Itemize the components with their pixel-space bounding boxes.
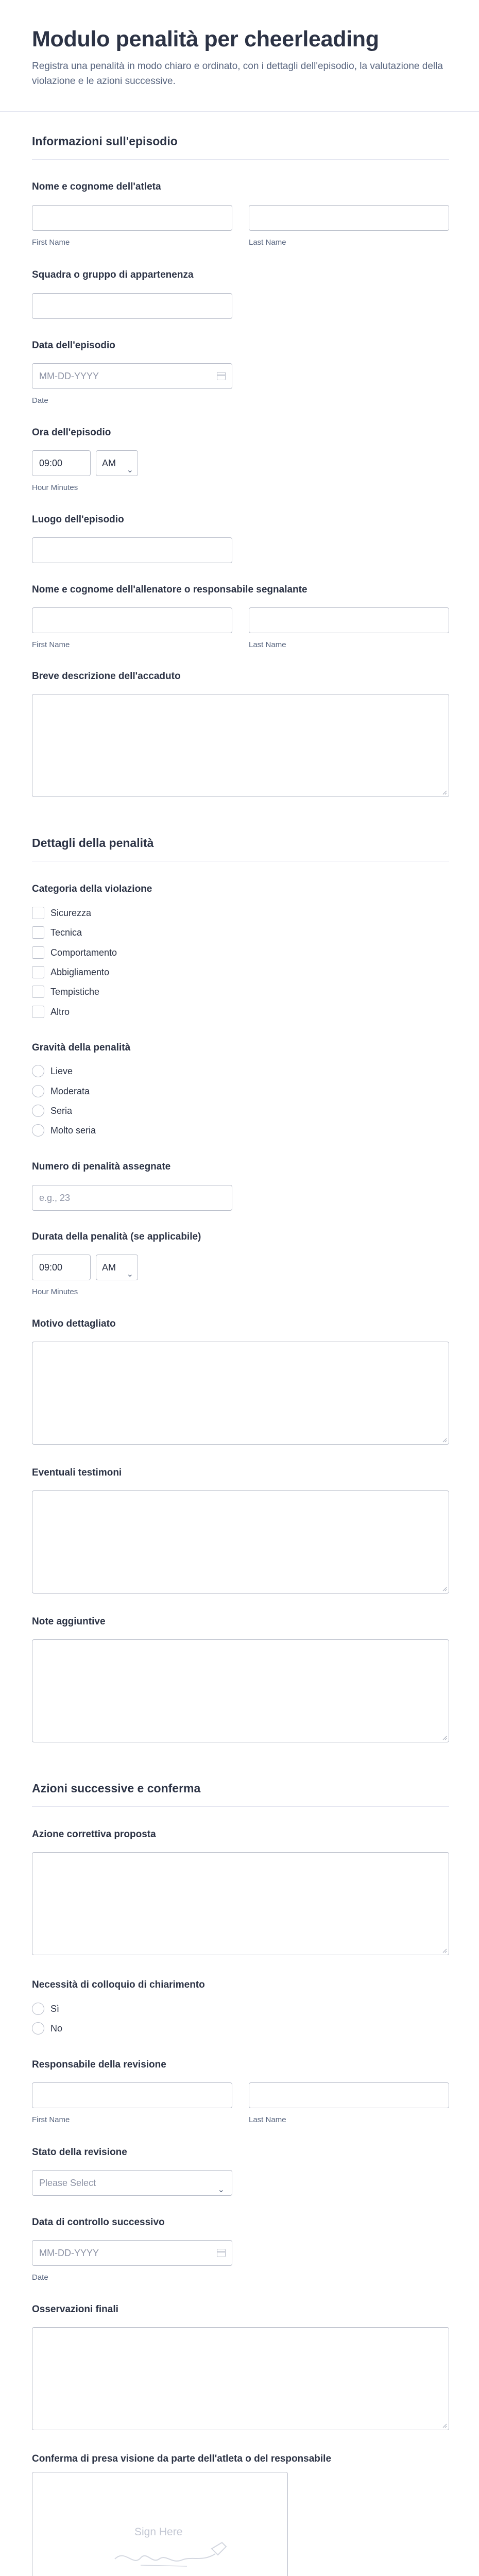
chevron-down-icon: ⌄: [126, 1270, 133, 1279]
penalty-duration-label: Durata della penalità (se applicabile): [32, 1231, 201, 1242]
first-name-sublabel: First Name: [32, 640, 70, 649]
checkbox-label: Altro: [50, 1006, 70, 1017]
radio-option[interactable]: [32, 1084, 90, 1098]
penalty-duration-ampm-select[interactable]: [96, 1255, 138, 1280]
severity-label: Gravità della penalità: [32, 1042, 131, 1053]
section-title-followup: Azioni successive e conferma: [32, 1782, 201, 1795]
last-name-sublabel: Last Name: [249, 238, 286, 247]
violation-category-label: Categoria della violazione: [32, 884, 152, 894]
radio-label: Lieve: [50, 1065, 73, 1076]
athlete-first-name-input[interactable]: [32, 205, 232, 231]
penalty-duration-ampm-value: AM: [102, 1262, 116, 1273]
interview-needed-label: Necessità di colloquio di chiarimento: [32, 1979, 205, 1990]
final-remarks-textarea[interactable]: [32, 2327, 449, 2430]
followup-date-label: Data di controllo successivo: [32, 2217, 165, 2228]
athlete-name-label: Nome e cognome dell'atleta: [32, 181, 161, 192]
athlete-last-name-input[interactable]: [249, 205, 449, 231]
checkbox[interactable]: [32, 966, 44, 978]
penalty-duration-sublabel: Hour Minutes: [32, 1287, 78, 1296]
reporter-last-name-input[interactable]: [249, 607, 449, 633]
section-title-penalty: Dettagli della penalità: [32, 836, 154, 850]
review-owner-label: Responsabile della revisione: [32, 2059, 166, 2070]
signature-scribble-icon: [110, 2538, 233, 2574]
episode-date-sublabel: Date: [32, 396, 48, 405]
resize-handle-icon[interactable]: [442, 2423, 447, 2428]
resize-handle-icon[interactable]: [442, 1437, 447, 1443]
episode-time-ampm-value: AM: [102, 458, 116, 468]
review-status-select[interactable]: [32, 2170, 232, 2196]
final-remarks-label: Osservazioni finali: [32, 2304, 118, 2315]
checkbox[interactable]: [32, 986, 44, 998]
review-status-label: Stato della revisione: [32, 2147, 127, 2158]
radio-option[interactable]: [32, 1064, 73, 1078]
additional-notes-label: Note aggiuntive: [32, 1616, 106, 1627]
section-title-episode: Informazioni sull'episodio: [32, 134, 178, 148]
episode-date-placeholder: MM-DD-YYYY: [39, 371, 99, 381]
radio-label: Moderata: [50, 1086, 90, 1096]
checkbox-option[interactable]: [32, 965, 109, 979]
calendar-icon[interactable]: [217, 372, 226, 380]
form-title: Modulo penalità per cheerleading: [32, 27, 379, 52]
radio-option[interactable]: [32, 1124, 96, 1137]
episode-time-hour-input[interactable]: 09:00: [32, 450, 91, 476]
first-name-sublabel: First Name: [32, 238, 70, 247]
checkbox-option[interactable]: [32, 906, 91, 920]
episode-time-label: Ora dell'episodio: [32, 427, 111, 438]
radio-option[interactable]: [32, 1104, 72, 1117]
followup-date-sublabel: Date: [32, 2273, 48, 2282]
radio-option[interactable]: [32, 2002, 59, 2015]
episode-time-ampm-select[interactable]: [96, 450, 138, 476]
radio[interactable]: [32, 1065, 44, 1077]
signature-pad[interactable]: [32, 2472, 288, 2576]
checkbox-option[interactable]: [32, 985, 99, 998]
episode-date-input[interactable]: [32, 363, 232, 389]
checkbox-option[interactable]: [32, 946, 117, 959]
checkbox-option[interactable]: [32, 1005, 70, 1019]
reporter-name-label: Nome e cognome dell'allenatore o responsabile segnalante: [32, 584, 307, 595]
witnesses-label: Eventuali testimoni: [32, 1467, 122, 1478]
radio[interactable]: [32, 1105, 44, 1117]
witnesses-textarea[interactable]: [32, 1490, 449, 1594]
form-header: [32, 27, 449, 89]
checkbox[interactable]: [32, 926, 44, 939]
checkbox-label: Abbigliamento: [50, 967, 110, 977]
episode-place-input[interactable]: [32, 537, 232, 563]
episode-date-label: Data dell'episodio: [32, 340, 115, 351]
detailed-reason-textarea[interactable]: [32, 1342, 449, 1445]
followup-date-input[interactable]: [32, 2240, 232, 2266]
detailed-reason-label: Motivo dettagliato: [32, 1318, 116, 1329]
penalty-count-label: Numero di penalità assegnate: [32, 1161, 171, 1172]
resize-handle-icon[interactable]: [442, 1586, 447, 1591]
radio[interactable]: [32, 1124, 44, 1137]
checkbox-option[interactable]: [32, 926, 82, 939]
radio-option[interactable]: [32, 2022, 62, 2035]
followup-date-placeholder: MM-DD-YYYY: [39, 2248, 99, 2258]
review-owner-last-name-input[interactable]: [249, 2082, 449, 2108]
resize-handle-icon[interactable]: [442, 790, 447, 795]
resize-handle-icon[interactable]: [442, 1948, 447, 1953]
last-name-sublabel: Last Name: [249, 640, 286, 649]
penalty-duration-hour-input[interactable]: 09:00: [32, 1255, 91, 1280]
form-description: Registra una penalità in modo chiaro e ordinato, con i dettagli dell'episodio, la valutazione della violazione e le azioni successive.: [32, 61, 443, 87]
review-status-placeholder: Please Select: [39, 2178, 96, 2188]
acknowledgement-label: Conferma di presa visione da parte dell'atleta o del responsabile: [32, 2453, 332, 2464]
corrective-action-label: Azione correttiva proposta: [32, 1829, 156, 1840]
checkbox[interactable]: [32, 907, 44, 919]
sign-here-placeholder: Sign Here: [134, 2526, 183, 2538]
section-divider: [32, 159, 449, 160]
additional-notes-textarea[interactable]: [32, 1639, 449, 1742]
calendar-icon[interactable]: [217, 2249, 226, 2257]
episode-place-label: Luogo dell'episodio: [32, 514, 124, 525]
radio[interactable]: [32, 2003, 44, 2015]
header-divider: [0, 111, 479, 112]
radio[interactable]: [32, 1085, 44, 1097]
chevron-down-icon: ⌄: [126, 466, 133, 474]
radio[interactable]: [32, 2022, 44, 2035]
checkbox-label: Sicurezza: [50, 907, 92, 918]
checkbox-label: Tempistiche: [50, 986, 100, 997]
radio-label: Seria: [50, 1105, 73, 1116]
section-divider: [32, 1806, 449, 1807]
checkbox-label: Comportamento: [50, 947, 117, 958]
resize-handle-icon[interactable]: [442, 1735, 447, 1740]
team-input[interactable]: [32, 293, 232, 319]
radio-label: Molto seria: [50, 1125, 96, 1136]
penalty-count-input[interactable]: e.g., 23: [32, 1185, 232, 1211]
first-name-sublabel: First Name: [32, 2115, 70, 2124]
episode-time-sublabel: Hour Minutes: [32, 483, 78, 492]
team-label: Squadra o gruppo di appartenenza: [32, 269, 194, 280]
reporter-first-name-input[interactable]: [32, 607, 232, 633]
review-owner-first-name-input[interactable]: [32, 2082, 232, 2108]
corrective-action-textarea[interactable]: [32, 1852, 449, 1955]
radio-label: Sì: [50, 2003, 60, 2014]
radio-label: No: [50, 2023, 63, 2033]
short-description-label: Breve descrizione dell'accaduto: [32, 671, 181, 682]
last-name-sublabel: Last Name: [249, 2115, 286, 2124]
checkbox[interactable]: [32, 1006, 44, 1018]
checkbox[interactable]: [32, 946, 44, 959]
checkbox-label: Tecnica: [50, 927, 82, 938]
short-description-textarea[interactable]: [32, 694, 449, 797]
chevron-down-icon: ⌄: [217, 2185, 225, 2194]
